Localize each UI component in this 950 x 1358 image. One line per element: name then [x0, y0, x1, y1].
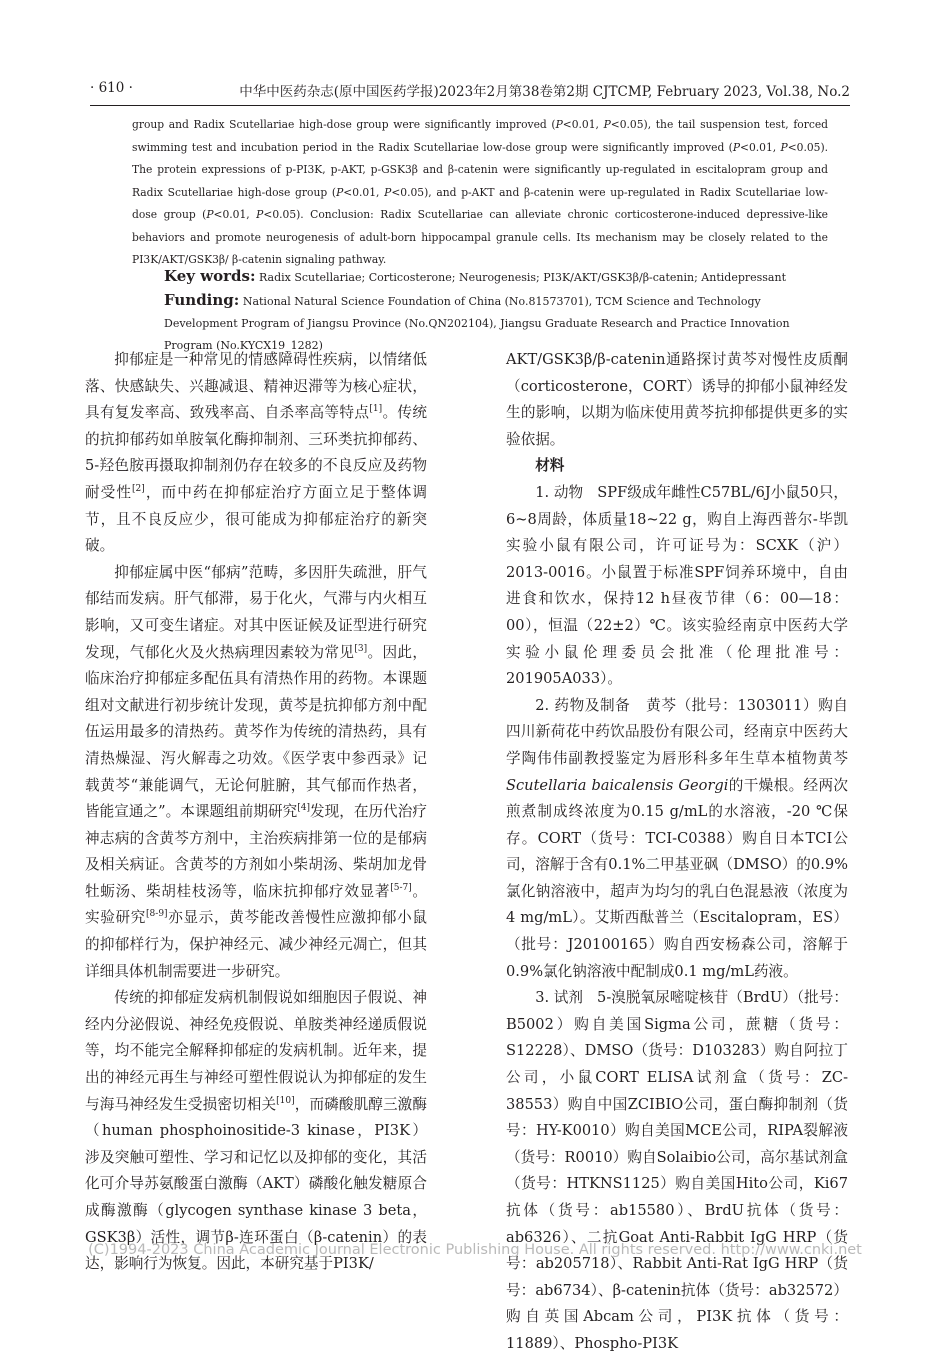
paragraph-drugs: 2. 药物及制备 黄芩（批号：1303011）购自四川新荷花中药饮品股份有限公司，经南京中医药大学陶伟伟副教授鉴定为唇形科多年生草本植物黄芩Scutellaria baicalensis Georgi的干燥根。经两次煎煮制成终浓度为0.15 g/mL的水溶液，-20 ℃保存。CORT（货号：TCI-C0388）购自日本TCI公司，溶解于含有0.1%二甲基亚砜（DMSO）的0.9%氯化钠溶液中，超声为均匀的乳白色混悬液（浓度为4 mg/mL）。艾斯西酞普兰（Escitalopram，ES）（批号：J20100165）购自西安杨森公司，溶解于0.9%氯化钠溶液中配制成0.1 mg/mL药液。	[506, 696, 848, 980]
keywords-label: Key words:	[164, 267, 256, 285]
right-column	[506, 347, 848, 1358]
left-column	[85, 347, 427, 1278]
funding-text: National Natural Science Foundation of China (No.81573701), TCM Science and Technology Development Program of Jiangsu Province (No.QN202104), Jiangsu Graduate Research and Practice Innovation Program (No.KYCX19_1282)	[164, 295, 790, 352]
page-number: · 610 ·	[90, 80, 133, 96]
journal-citation: 中华中医药杂志(原中国医药学报)2023年2月第38卷第2期 CJTCMP, February 2023, Vol.38, No.2	[239, 84, 850, 100]
header-rule	[90, 105, 850, 106]
paragraph-introduction-continued: AKT/GSK3β/β-catenin通路探讨黄芩对慢性皮质酮（corticosterone，CORT）诱导的抑郁小鼠神经发生的影响，以期为临床使用黄芩抗抑郁提供更多的实验依据。	[506, 351, 848, 448]
keywords-funding-block	[132, 265, 832, 357]
funding-label: Funding:	[164, 291, 240, 309]
subsection-title-animals: 1. 动物	[535, 483, 584, 501]
keywords-text: Radix Scutellariae; Corticosterone; Neurogenesis; PI3K/AKT/GSK3β/β-catenin; Antidepressant	[258, 271, 786, 284]
subsection-title-drugs: 2. 药物及制备	[535, 696, 631, 714]
abstract-continuation: group and Radix Scutellariae high-dose group were significantly improved (P<0.01, P<0.05), the tail suspension test, forced swimming test and incubation period in the Radix Scutellariae low-dose group were significantly improved (P<0.01, P<0.05). The protein expressions of p-PI3K, p-AKT, p-GSK3β and β-catenin were significantly up-regulated in escitalopram group and Radix Scutellariae high-dose group (P<0.01, P<0.05), and p-AKT and β-catenin were up-regulated in Radix Scutellariae low-dose group (P<0.01, P<0.05). Conclusion: Radix Scutellariae can alleviate chronic corticosterone-induced depressive-like behaviors and promote neurogenesis of adult-born hippocampal granule cells. Its mechanism may be closely related to the PI3K/AKT/GSK3β/ β-catenin signaling pathway.	[132, 118, 829, 266]
subsection-title-reagents: 3. 试剂	[535, 989, 584, 1007]
copyright-footer: (C)1994-2023 China Academic Journal Electronic Publishing House. All rights reserved. http://www.cnki.net	[88, 1242, 862, 1258]
keywords	[132, 265, 832, 289]
running-header	[90, 80, 850, 102]
section-heading-materials: 材料	[535, 457, 565, 475]
paragraph-introduction-1: 抑郁症是一种常见的情感障碍性疾病，以情绪低落、快感缺失、兴趣减退、精神迟滞等为核心症状，具有复发率高、致残率高、自杀率高等特点[1]。传统的抗抑郁药如单胺氧化酶抑制剂、三环类抗抑郁药、5-羟色胺再摄取抑制剂仍存在较多的不良反应及药物耐受性[2]，而中药在抑郁症治疗方面立足于整体调节，且不良反应少，很可能成为抑郁症治疗的新突破。	[85, 351, 427, 555]
paragraph-animals: 1. 动物 SPF级成年雌性C57BL/6J小鼠50只，6~8周龄，体质量18~22 g，购自上海西普尔-毕凯实验小鼠有限公司，许可证号为：SCXK（沪）2013-0016。小鼠置于标准SPF饲养环境中，自由进食和饮水，保持12 h昼夜节律（6：00—18：00），恒温（22±2）℃。该实验经南京中医药大学实验小鼠伦理委员会批准（伦理批准号：201905A033）。	[506, 483, 848, 688]
paragraph-reagents: 3. 试剂 5-溴脱氧尿嘧啶核苷（BrdU）（批号：B5002）购自美国Sigma公司，蔗糖（货号：S12228）、DMSO（货号：D103283）购自阿拉丁公司，小鼠CORT ELISA试剂盒（货号：ZC-38553）购自中国ZCIBIO公司，蛋白酶抑制剂（货号：HY-K0010）购自美国MCE公司，RIPA裂解液（货号：R0010）购自Solaibio公司，高尔基试剂盒（货号：HTKNS1125）购自美国Hito公司，Ki67抗体（货号：ab15580）、BrdU抗体（货号：ab6326）、二抗Goat Anti-Rabbit IgG HRP（货号：ab205718）、Rabbit Anti-Rat IgG HRP（货号：ab6734）、β-catenin抗体（货号：ab32572）购自英国Abcam公司，PI3K抗体（货号：11889）、Phospho-PI3K	[506, 989, 848, 1352]
paragraph-introduction-3: 传统的抑郁症发病机制假说如细胞因子假说、神经内分泌假说、神经免疫假说、单胺类神经递质假说等，均不能完全解释抑郁症的发病机制。近年来，提出的神经元再生与神经可塑性假说认为抑郁症的发生与海马神经发生受损密切相关[10]，而磷酸肌醇三激酶（human phosphoinositide-3 kinase，PI3K）涉及突触可塑性、学习和记忆以及抑郁的变化，其活化可介导苏氨酸蛋白激酶（AKT）磷酸化触发糖原合成酶激酶（glycogen synthase kinase 3 beta，GSK3β）活性，调节β-连环蛋白（β-catenin）的表达，影响行为恢复。因此，本研究基于PI3K/	[85, 989, 427, 1273]
paragraph-introduction-2: 抑郁症属中医“郁病”范畴，多因肝失疏泄，肝气郁结而发病。肝气郁滞，易于化火，气滞与内火相互影响，又可变生诸症。对其中医证候及证型进行研究发现，气郁化火及火热病理因素较为常见[3]。因此，临床治疗抑郁症多配伍具有清热作用的药物。本课题组对文献进行初步统计发现，黄芩是抗抑郁方剂中配伍运用最多的清热药。黄芩作为传统的清热药，具有清热燥湿、泻火解毒之功效。《医学衷中参西录》记载黄芩“兼能调气，无论何脏腑，其气郁而作热者，皆能宣通之”。本课题组前期研究[4]发现，在历代治疗神志病的含黄芩方剂中，主治疾病排第一位的是郁病及相关病证。含黄芩的方剂如小柴胡汤、柴胡加龙骨牡蛎汤、柴胡桂枝汤等，临床抗抑郁疗效显著[5-7]。实验研究[8-9]亦显示，黄芩能改善慢性应激抑郁小鼠的抑郁样行为，保护神经元、减少神经元凋亡，但其详细具体机制需要进一步研究。	[85, 563, 427, 980]
